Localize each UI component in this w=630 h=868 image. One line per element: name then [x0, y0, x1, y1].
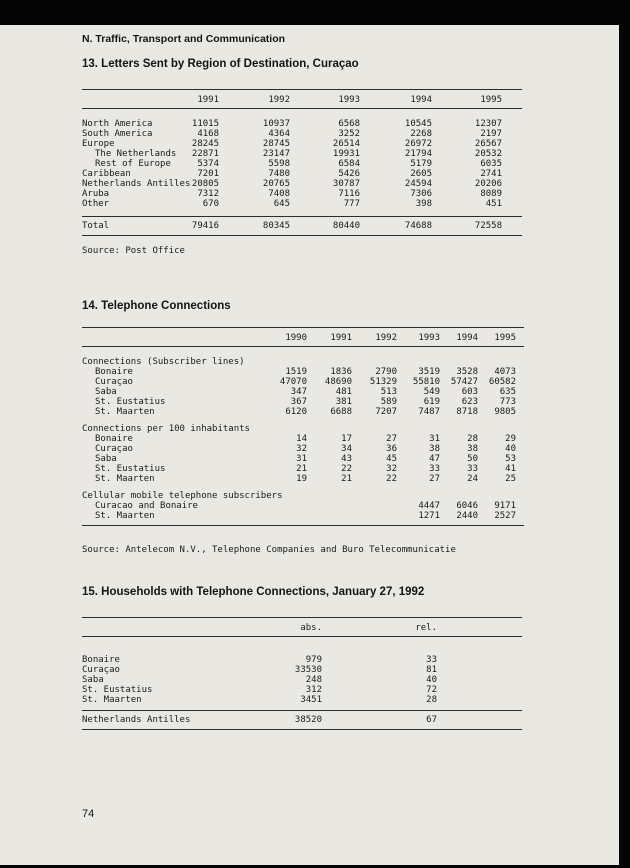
- cell: 623: [461, 397, 478, 407]
- cell: 10937: [262, 119, 290, 129]
- cell: 33: [429, 464, 440, 474]
- cell: 19: [296, 474, 307, 484]
- cell: 8089: [480, 189, 502, 199]
- cell: 451: [485, 199, 502, 209]
- row-label: St. Eustatius: [95, 464, 166, 474]
- table-row: [82, 464, 524, 474]
- cell: 2605: [410, 169, 432, 179]
- cell: 8718: [456, 407, 478, 417]
- cell: 33: [426, 655, 437, 665]
- cell: 31: [296, 454, 307, 464]
- cell: 2527: [494, 511, 516, 521]
- cell: 38: [467, 444, 478, 454]
- cell: 26514: [332, 139, 360, 149]
- cell: 27: [429, 474, 440, 484]
- cell: 3528: [456, 367, 478, 377]
- table15-header-row: [82, 618, 522, 636]
- year-header: 1993: [338, 95, 360, 105]
- row-label: Bonaire: [95, 367, 133, 377]
- cell: 33: [467, 464, 478, 474]
- cell: 21: [296, 464, 307, 474]
- cell: [307, 511, 352, 521]
- table-row: [82, 454, 524, 464]
- table14: [82, 327, 524, 526]
- cell: 28745: [262, 139, 290, 149]
- table-row: [82, 715, 522, 725]
- table-row: [82, 511, 524, 521]
- cell: 2741: [480, 169, 502, 179]
- cell: 248: [305, 675, 322, 685]
- row-label: South America: [82, 129, 153, 139]
- cell: 10545: [404, 119, 432, 129]
- cell: 21: [341, 474, 352, 484]
- cell: 40: [426, 675, 437, 685]
- cell: 7116: [338, 189, 360, 199]
- cell: 22: [341, 464, 352, 474]
- cell: [307, 501, 352, 511]
- cell: 24594: [404, 179, 432, 189]
- cell: 22: [386, 474, 397, 484]
- cell: 635: [499, 387, 516, 397]
- cell: 6035: [480, 159, 502, 169]
- cell: 2197: [480, 129, 502, 139]
- table15-total-row: [82, 711, 522, 729]
- row-label: Caribbean: [82, 169, 131, 179]
- horizontal-rule: [82, 729, 522, 730]
- table-row: [82, 623, 522, 633]
- year-header: 1991: [330, 333, 352, 343]
- cell: 57427: [450, 377, 478, 387]
- row-label: St. Maarten: [95, 474, 155, 484]
- cell: 7312: [197, 189, 219, 199]
- table13-body: [82, 109, 522, 216]
- cell: 2268: [410, 129, 432, 139]
- table-row: [82, 149, 522, 159]
- cell: 20805: [191, 179, 219, 189]
- row-label: Netherlands Antilles: [82, 179, 191, 189]
- row-label: North America: [82, 119, 153, 129]
- section-gap: [82, 484, 524, 491]
- cell: 32: [386, 464, 397, 474]
- cell: 14: [296, 434, 307, 444]
- cell: 41: [505, 464, 516, 474]
- table13-total-row: [82, 217, 522, 235]
- table-row: [82, 119, 522, 129]
- row-label: Curacao and Bonaire: [95, 501, 198, 511]
- row-label: St. Eustatius: [82, 685, 153, 695]
- cell: 6584: [338, 159, 360, 169]
- total-cell: 72558: [474, 221, 502, 231]
- total-cell: 80440: [332, 221, 360, 231]
- total-cell: 74688: [404, 221, 432, 231]
- row-label: St. Eustatius: [95, 397, 166, 407]
- cell: 398: [415, 199, 432, 209]
- table13-year-row: [82, 90, 522, 108]
- year-header: 1994: [410, 95, 432, 105]
- cell: 50: [467, 454, 478, 464]
- table-row: [82, 434, 524, 444]
- cell: 51329: [369, 377, 397, 387]
- cell: 26972: [404, 139, 432, 149]
- page: [0, 25, 619, 865]
- cell: 4073: [494, 367, 516, 377]
- row-label: Netherlands Antilles: [82, 715, 191, 725]
- cell: 45: [386, 454, 397, 464]
- table15-body: [82, 637, 522, 710]
- cell: 32: [296, 444, 307, 454]
- cell: 22871: [191, 149, 219, 159]
- cell: 6120: [285, 407, 307, 417]
- cell: 81: [426, 665, 437, 675]
- table-row: [82, 407, 524, 417]
- cell: 7306: [410, 189, 432, 199]
- total-cell: 79416: [191, 221, 219, 231]
- cell: 1271: [418, 511, 440, 521]
- row-label: Curaçao: [95, 377, 133, 387]
- row-label: Bonaire: [82, 655, 120, 665]
- year-header: 1995: [480, 95, 502, 105]
- cell: 34: [341, 444, 352, 454]
- table-row: [82, 675, 522, 685]
- scan-edge-right: [619, 0, 630, 868]
- total-cell: 67: [426, 715, 437, 725]
- cell: 43: [341, 454, 352, 464]
- cell: 7408: [268, 189, 290, 199]
- cell: 48690: [324, 377, 352, 387]
- row-label: St. Maarten: [95, 511, 155, 521]
- cell: 25: [505, 474, 516, 484]
- cell: 367: [290, 397, 307, 407]
- year-header: 1992: [375, 333, 397, 343]
- table-row: [82, 221, 522, 231]
- cell: 20206: [474, 179, 502, 189]
- cell: 40: [505, 444, 516, 454]
- cell: 12307: [474, 119, 502, 129]
- table-row: [82, 655, 522, 665]
- table-row: [82, 501, 524, 511]
- cell: 1836: [330, 367, 352, 377]
- cell: 38: [429, 444, 440, 454]
- cell: 47070: [279, 377, 307, 387]
- cell: 9805: [494, 407, 516, 417]
- row-label: Bonaire: [95, 434, 133, 444]
- cell: 7480: [268, 169, 290, 179]
- row-label: Aruba: [82, 189, 110, 199]
- row-label: Curaçao: [95, 444, 133, 454]
- cell: 4447: [418, 501, 440, 511]
- cell: 1519: [285, 367, 307, 377]
- row-label: Saba: [95, 387, 117, 397]
- table13-source: Source: Post Office: [82, 246, 185, 256]
- cell: 7207: [375, 407, 397, 417]
- row-label: Saba: [95, 454, 117, 464]
- cell: 619: [423, 397, 440, 407]
- table-row: [82, 367, 524, 377]
- cell: 777: [343, 199, 360, 209]
- table-row: [82, 189, 522, 199]
- total-cell: 80345: [262, 221, 290, 231]
- table14-source: Source: Antelecom N.V., Telephone Companies and Buro Telecommunicatie: [82, 545, 456, 555]
- table-row: [82, 333, 524, 343]
- cell: 60582: [488, 377, 516, 387]
- cell: 5426: [338, 169, 360, 179]
- horizontal-rule: [82, 525, 524, 526]
- cell: 21794: [404, 149, 432, 159]
- table15-title: 15. Households with Telephone Connections, January 27, 1992: [82, 586, 425, 598]
- year-header: 1995: [494, 333, 516, 343]
- cell: 55810: [412, 377, 440, 387]
- cell: 20765: [262, 179, 290, 189]
- cell: 7201: [197, 169, 219, 179]
- cell: 3252: [338, 129, 360, 139]
- year-header: 1994: [456, 333, 478, 343]
- cell: 33530: [294, 665, 322, 675]
- section-heading: Cellular mobile telephone subscribers: [82, 491, 283, 501]
- table-row: [82, 387, 524, 397]
- cell: [352, 501, 397, 511]
- section-heading: Connections (Subscriber lines): [82, 357, 245, 367]
- page-number: 74: [82, 808, 95, 820]
- year-header: 1991: [197, 95, 219, 105]
- year-header: 1992: [268, 95, 290, 105]
- cell: 17: [341, 434, 352, 444]
- cell: 312: [305, 685, 322, 695]
- table13-title: 13. Letters Sent by Region of Destination, Curaçao: [82, 58, 359, 70]
- cell: 53: [505, 454, 516, 464]
- cell: 19931: [332, 149, 360, 159]
- year-header: 1990: [285, 333, 307, 343]
- cell: 979: [305, 655, 322, 665]
- table14-title: 14. Telephone Connections: [82, 300, 231, 312]
- cell: 3451: [300, 695, 322, 705]
- cell: 2790: [375, 367, 397, 377]
- table-row: [82, 377, 524, 387]
- cell: 24: [467, 474, 478, 484]
- row-label: The Netherlands: [95, 149, 177, 159]
- table-row: [82, 129, 522, 139]
- cell: 645: [273, 199, 290, 209]
- row-label: St. Maarten: [95, 407, 155, 417]
- cell: 6568: [338, 119, 360, 129]
- table-row: [82, 95, 522, 105]
- row-label: Total: [82, 221, 110, 231]
- col-header: abs.: [300, 623, 322, 633]
- row-label: Rest of Europe: [95, 159, 171, 169]
- row-label: St. Maarten: [82, 695, 142, 705]
- cell: 603: [461, 387, 478, 397]
- table14-year-row: [82, 328, 524, 346]
- cell: 2440: [456, 511, 478, 521]
- cell: 28: [426, 695, 437, 705]
- cell: 5598: [268, 159, 290, 169]
- cell: 9171: [494, 501, 516, 511]
- cell: 381: [335, 397, 352, 407]
- table-row: [82, 685, 522, 695]
- cell: 589: [380, 397, 397, 407]
- row-label: Europe: [82, 139, 115, 149]
- cell: 3519: [418, 367, 440, 377]
- row-label: Curaçao: [82, 665, 120, 675]
- table-row: [82, 139, 522, 149]
- scan-edge-top: [0, 0, 630, 25]
- cell: 5374: [197, 159, 219, 169]
- table-row: [82, 397, 524, 407]
- cell: 549: [423, 387, 440, 397]
- table-row: [82, 474, 524, 484]
- cell: 26567: [474, 139, 502, 149]
- cell: [352, 511, 397, 521]
- cell: 7487: [418, 407, 440, 417]
- table-row: [82, 199, 522, 209]
- cell: 347: [290, 387, 307, 397]
- cell: 4364: [268, 129, 290, 139]
- table-row: [82, 695, 522, 705]
- table-row: [82, 179, 522, 189]
- cell: 29: [505, 434, 516, 444]
- table13: [82, 89, 522, 236]
- cell: 28245: [191, 139, 219, 149]
- cell: 6046: [456, 501, 478, 511]
- cell: 72: [426, 685, 437, 695]
- table-row: [82, 444, 524, 454]
- table15: [82, 617, 522, 730]
- cell: 481: [335, 387, 352, 397]
- cell: 30787: [332, 179, 360, 189]
- cell: 47: [429, 454, 440, 464]
- cell: 6688: [330, 407, 352, 417]
- table-row: [82, 159, 522, 169]
- cell: 28: [467, 434, 478, 444]
- cell: 23147: [262, 149, 290, 159]
- table-row: [82, 169, 522, 179]
- table-row: [82, 665, 522, 675]
- row-label: Other: [82, 199, 110, 209]
- cell: 513: [380, 387, 397, 397]
- cell: 27: [386, 434, 397, 444]
- col-header: rel.: [415, 623, 437, 633]
- cell: 773: [499, 397, 516, 407]
- horizontal-rule: [82, 235, 522, 236]
- cell: 5179: [410, 159, 432, 169]
- cell: 11015: [191, 119, 219, 129]
- cell: 670: [202, 199, 219, 209]
- cell: 20532: [474, 149, 502, 159]
- cell: 36: [386, 444, 397, 454]
- year-header: 1993: [418, 333, 440, 343]
- section-heading: Connections per 100 inhabitants: [82, 424, 250, 434]
- cell: 31: [429, 434, 440, 444]
- section-header: N. Traffic, Transport and Communication: [82, 33, 286, 45]
- total-cell: 38520: [294, 715, 322, 725]
- cell: 4168: [197, 129, 219, 139]
- row-label: Saba: [82, 675, 104, 685]
- table14-body: [82, 347, 524, 525]
- section-gap: [82, 417, 524, 424]
